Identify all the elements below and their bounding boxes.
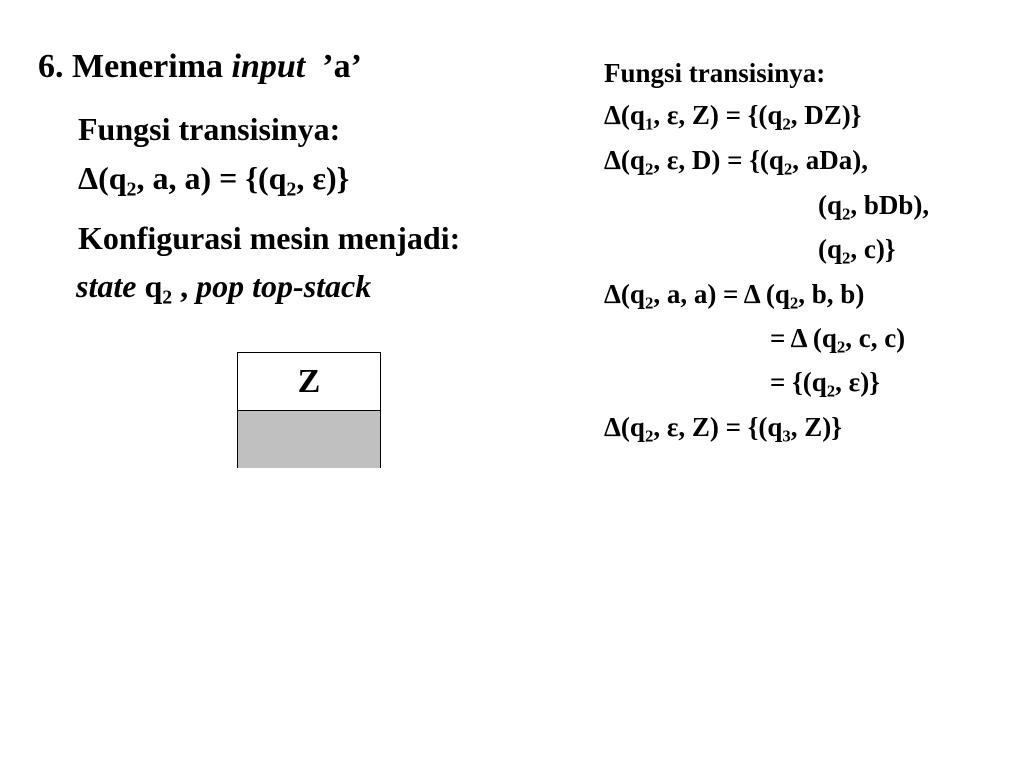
formula-part: = {(q	[770, 367, 827, 397]
stack-bottom-cell	[238, 411, 380, 468]
formula-part: (q	[818, 190, 843, 220]
configuration-value	[76, 268, 372, 309]
function-equation	[78, 160, 350, 201]
eq-part: Δ(q	[78, 160, 127, 196]
formula-part: , c)}	[850, 234, 896, 264]
state-word: state	[76, 268, 137, 304]
stack-diagram	[237, 352, 381, 468]
config-action: pop top-stack	[196, 268, 372, 304]
transition-line	[770, 367, 880, 401]
formula-part: , c, c)	[845, 323, 906, 353]
formula-part: Δ(q	[604, 145, 645, 175]
formula-part: , Z)}	[790, 412, 842, 442]
formula-part: , ε, D) = {(q	[653, 145, 784, 175]
formula-part: Δ(q	[604, 279, 645, 309]
state-q-sub: 2	[162, 286, 173, 309]
formula-part: Δ(q	[604, 412, 645, 442]
eq-sub: 2	[126, 178, 137, 201]
subscript: 2	[826, 381, 836, 401]
formula-part: , bDb),	[850, 190, 930, 220]
subscript: 2	[782, 114, 791, 134]
formula-part: , a, a) = Δ (q	[653, 279, 790, 309]
subscript: 2	[842, 204, 851, 224]
subscript: 2	[644, 159, 654, 179]
transition-line	[770, 323, 906, 357]
function-label: Fungsi transisinya:	[78, 111, 341, 147]
subscript: 2	[783, 159, 793, 179]
formula-part: , DZ)}	[790, 100, 862, 130]
heading-number: 6. Menerima	[38, 48, 232, 85]
config-separator: ,	[172, 268, 197, 304]
transition-line	[604, 145, 868, 179]
subscript: 3	[782, 426, 791, 446]
formula-part: , b, b)	[798, 279, 865, 309]
heading-quote: ’a’	[305, 48, 362, 85]
eq-sub: 2	[286, 178, 297, 201]
transition-line	[604, 412, 842, 446]
transition-line	[818, 190, 930, 224]
eq-part: , a, a) = {(q	[136, 160, 287, 196]
formula-part: = Δ (q	[770, 323, 837, 353]
heading-italic: input	[231, 48, 306, 85]
subscript: 2	[842, 248, 851, 268]
formula-part: , ε, Z) = {(q	[653, 412, 783, 442]
state-q: q	[136, 268, 163, 304]
subscript: 2	[836, 337, 846, 357]
stack-top-cell	[238, 353, 380, 411]
formula-part: Δ(q	[604, 100, 645, 130]
formula-part: , ε, Z) = {(q	[653, 100, 783, 130]
transition-line	[818, 234, 896, 268]
subscript: 2	[789, 293, 799, 313]
stack-top-symbol: Z	[297, 362, 321, 400]
formula-part: (q	[818, 234, 843, 264]
formula-part: , aDa),	[792, 145, 868, 175]
transition-line	[604, 100, 862, 134]
subscript: 2	[644, 426, 654, 446]
subscript: 1	[644, 114, 654, 134]
right-title: Fungsi transisinya:	[604, 58, 826, 88]
section-heading	[38, 48, 362, 86]
transition-line	[604, 279, 865, 313]
eq-part: , ε)}	[296, 160, 350, 196]
formula-part: , ε)}	[835, 367, 880, 397]
configuration-label: Konfigurasi mesin menjadi:	[78, 220, 461, 256]
subscript: 2	[644, 293, 654, 313]
